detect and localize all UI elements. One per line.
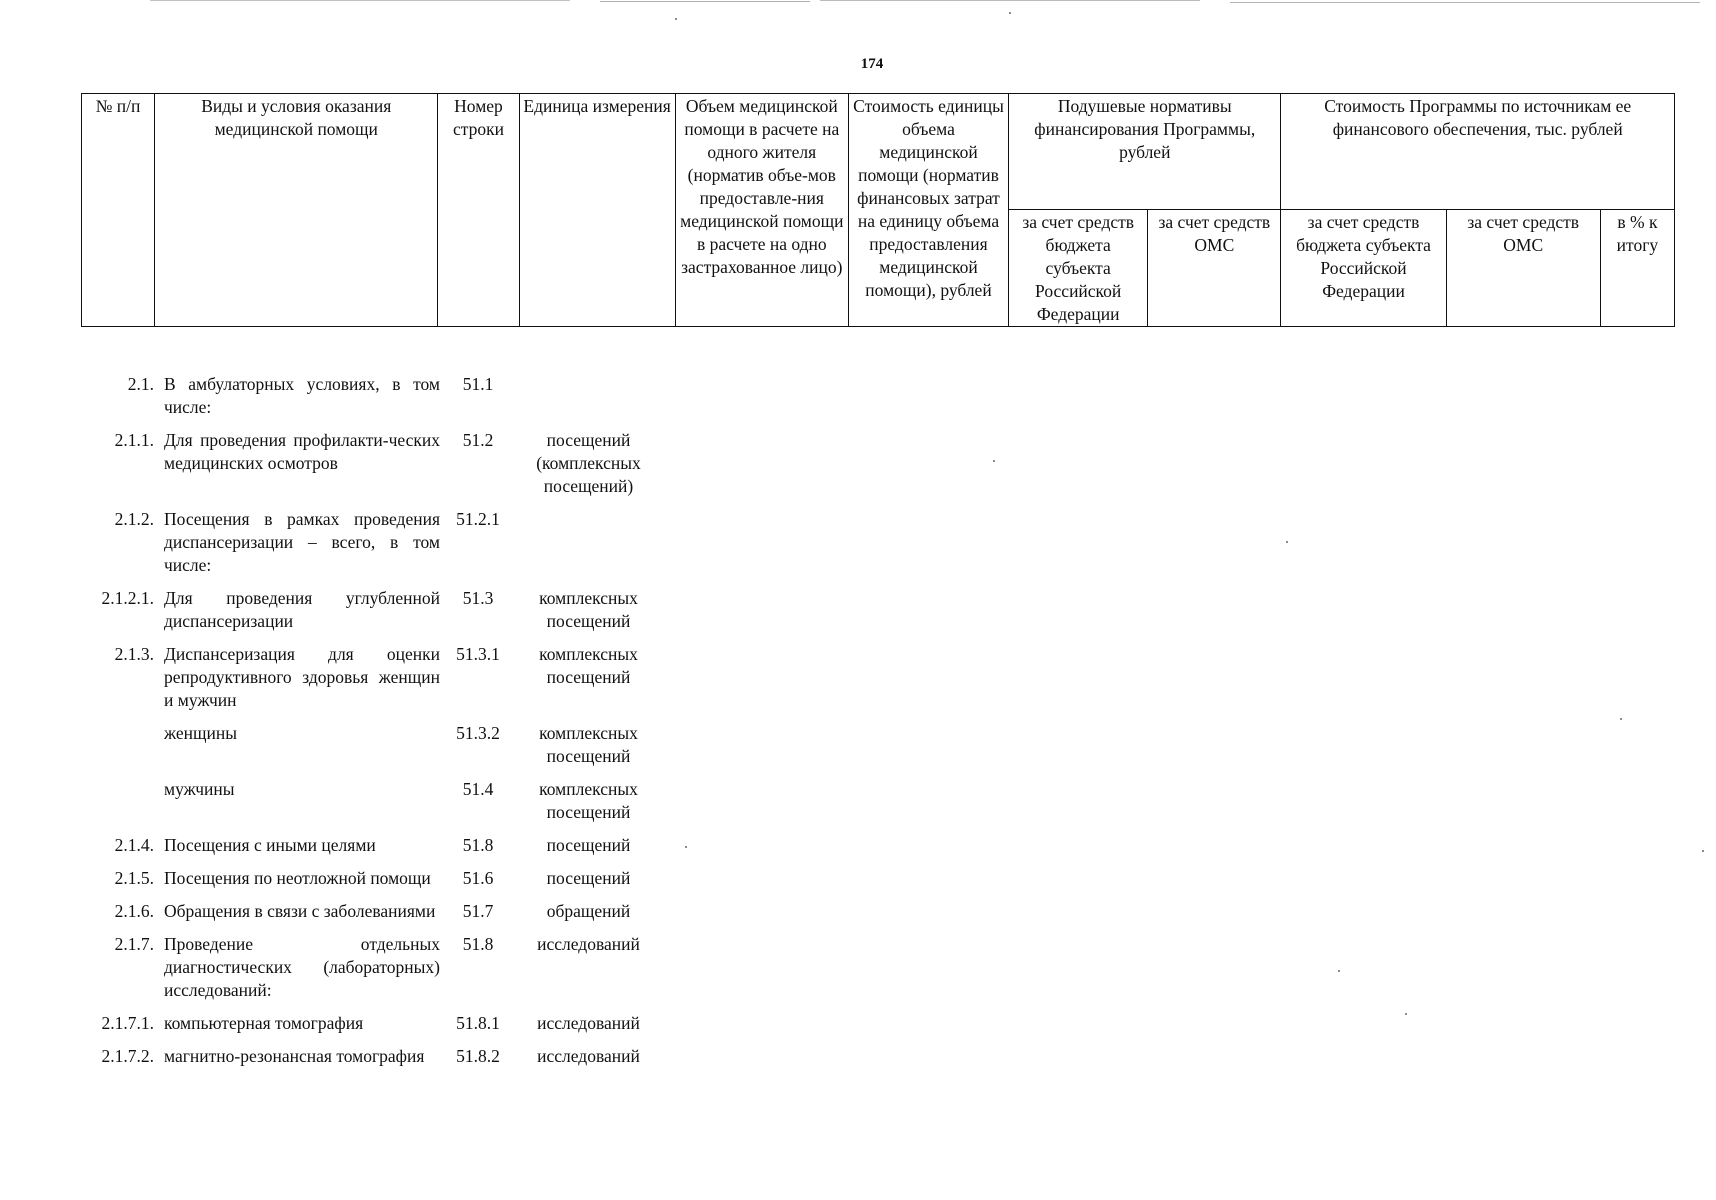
header-per-capita-oms: за счет средств ОМС xyxy=(1148,210,1281,327)
row-number: 2.1.2. xyxy=(114,509,154,529)
row-unit: посещений xyxy=(546,835,631,855)
row-name: Проведение отдельных диагностических (лабораторных) исследований: xyxy=(164,934,440,1000)
header-group-program-cost: Стоимость Программы по источникам ее финансового обеспечения, тыс. рублей xyxy=(1281,94,1675,210)
row-number: 2.1.7.2. xyxy=(101,1046,154,1066)
row-line-number: 51.8 xyxy=(462,934,494,954)
row-number: 2.1.2.1. xyxy=(101,588,154,608)
row-name: Посещения с иными целями xyxy=(164,835,376,855)
scan-edge xyxy=(0,0,1716,10)
row-name: Для проведения профилакти-ческих медицинских осмотров xyxy=(164,430,440,473)
row-number xyxy=(81,778,154,824)
table-row xyxy=(81,722,681,768)
table-row xyxy=(81,867,681,890)
row-line-number: 51.3.1 xyxy=(456,644,500,664)
row-number: 2.1.4. xyxy=(114,835,154,855)
header-col-unit: Единица измерения xyxy=(519,94,675,327)
page-number: 174 xyxy=(860,56,884,72)
row-name: магнитно-резонансная томография xyxy=(164,1046,425,1066)
row-name: Посещения в рамках проведения диспансеризации – всего, в том числе: xyxy=(164,509,440,575)
table-row xyxy=(81,834,681,857)
row-name: компьютерная томография xyxy=(164,1013,364,1033)
row-name: Для проведения углубленной диспансеризации xyxy=(164,588,440,631)
row-line-number: 51.1 xyxy=(462,374,494,394)
row-unit: комплексных посещений xyxy=(539,723,638,766)
header-table xyxy=(81,93,1675,327)
row-unit xyxy=(516,508,661,577)
row-unit: посещений (комплексных посещений) xyxy=(536,430,641,496)
row-number xyxy=(81,722,154,768)
row-unit: обращений xyxy=(546,901,631,921)
table-row xyxy=(81,900,681,923)
row-line-number: 51.3 xyxy=(462,588,494,608)
header-col-num: № п/п xyxy=(82,94,155,327)
table-body xyxy=(81,373,681,1078)
row-number: 2.1.7. xyxy=(114,934,154,954)
row-line-number: 51.3.2 xyxy=(456,723,500,743)
row-line-number: 51.8 xyxy=(462,835,494,855)
row-unit: комплексных посещений xyxy=(539,588,638,631)
header-col-volume: Объем медицинской помощи в расчете на одного жителя (норматив объе-мов предоставле-ния медицинской помощи в расчете на одно застрахованное лицо) xyxy=(675,94,848,327)
row-name: В амбулаторных условиях, в том числе: xyxy=(164,374,440,417)
header-group-per-capita: Подушевые нормативы финансирования Программы, рублей xyxy=(1009,94,1281,210)
table-row xyxy=(81,508,681,577)
row-line-number: 51.4 xyxy=(462,779,494,799)
row-unit: исследований xyxy=(537,934,640,954)
table-row xyxy=(81,643,681,712)
header-col-line: Номер строки xyxy=(438,94,519,327)
row-name: женщины xyxy=(164,723,237,743)
row-line-number: 51.8.2 xyxy=(456,1046,500,1066)
header-cost-oms: за счет средств ОМС xyxy=(1446,210,1600,327)
row-unit: исследований xyxy=(537,1013,640,1033)
row-unit: посещений xyxy=(546,868,631,888)
row-number: 2.1. xyxy=(127,374,154,394)
header-col-type: Виды и условия оказания медицинской помощи xyxy=(155,94,438,327)
row-unit: комплексных посещений xyxy=(539,779,638,822)
table-row xyxy=(81,429,681,498)
row-number: 2.1.3. xyxy=(114,644,154,664)
table-row xyxy=(81,778,681,824)
table-row xyxy=(81,933,681,1002)
row-unit: исследований xyxy=(537,1046,640,1066)
row-unit xyxy=(516,373,661,419)
header-per-capita-budget: за счет средств бюджета субъекта Российской Федерации xyxy=(1009,210,1148,327)
row-number: 2.1.5. xyxy=(114,868,154,888)
table-row xyxy=(81,1045,681,1068)
row-line-number: 51.6 xyxy=(462,868,494,888)
table-row xyxy=(81,587,681,633)
row-number: 2.1.6. xyxy=(114,901,154,921)
header-col-cost: Стоимость единицы объема медицинской помощи (норматив финансовых затрат на единицу объема предоставления медицинской помощи), рублей xyxy=(848,94,1008,327)
header-cost-percent: в % к итогу xyxy=(1600,210,1674,327)
row-name: Диспансеризация для оценки репродуктивного здоровья женщин и мужчин xyxy=(164,644,440,710)
row-line-number: 51.2.1 xyxy=(456,509,500,529)
row-name: Обращения в связи с заболеваниями xyxy=(164,901,436,921)
row-line-number: 51.7 xyxy=(462,901,494,921)
row-unit: комплексных посещений xyxy=(539,644,638,687)
table-row xyxy=(81,373,681,419)
row-line-number: 51.8.1 xyxy=(456,1013,500,1033)
row-line-number: 51.2 xyxy=(462,430,494,450)
row-number: 2.1.7.1. xyxy=(101,1013,154,1033)
header-cost-budget: за счет средств бюджета субъекта Российской Федерации xyxy=(1281,210,1446,327)
row-number: 2.1.1. xyxy=(114,430,154,450)
row-name: Посещения по неотложной помощи xyxy=(164,868,431,888)
row-name: мужчины xyxy=(164,779,235,799)
table-row xyxy=(81,1012,681,1035)
